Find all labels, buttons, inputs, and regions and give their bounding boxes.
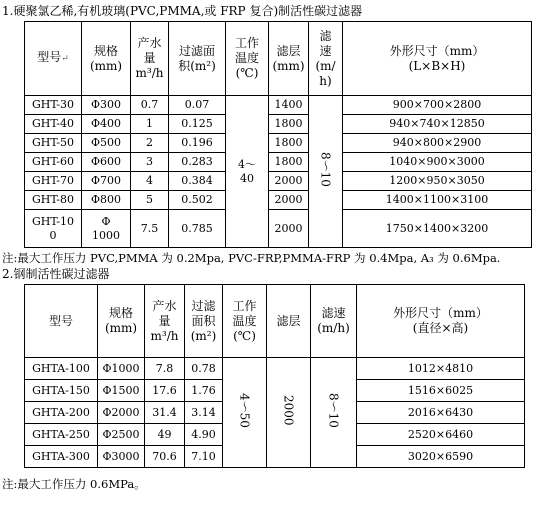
table-row <box>25 191 532 210</box>
header-temp: 工作 温度 (℃) <box>223 285 267 358</box>
cell-flow: 7.5 <box>131 210 169 248</box>
cell-area: 0.502 <box>169 191 226 210</box>
header-dims: 外形尺寸（mm） (L×B×H) <box>343 22 532 96</box>
cell-layer: 1400 <box>269 96 309 115</box>
header-area: 过滤 面积 (m²) <box>185 285 223 358</box>
cell-model: GHT-10 0 <box>25 210 82 248</box>
cell-layer: 2000 <box>269 210 309 248</box>
section-2-heading: 2.钢制活性碳过滤器 <box>2 267 110 281</box>
cell-dims: 1400×1100×3100 <box>343 191 532 210</box>
cell-spec: Φ2500 <box>98 424 145 446</box>
header-temp: 工作 温度 (℃) <box>226 22 269 96</box>
cell-layer: 1800 <box>269 153 309 172</box>
table-row <box>25 210 532 248</box>
table-row <box>25 115 532 134</box>
cell-flow: 4 <box>131 172 169 191</box>
cell-spec: Φ800 <box>82 191 131 210</box>
cell-area: 0.283 <box>169 153 226 172</box>
cell-layer: 2000 <box>269 191 309 210</box>
cell-spec: Φ500 <box>82 134 131 153</box>
cell-flow: 70.6 <box>145 446 185 468</box>
cell-model: GHTA-200 <box>25 402 98 424</box>
table-row <box>25 96 532 115</box>
cell-spec: Φ3000 <box>98 446 145 468</box>
cell-spec: Φ 1000 <box>82 210 131 248</box>
pvc-filter-table <box>24 21 532 248</box>
cell-flow: 2 <box>131 134 169 153</box>
cell-spec: Φ1500 <box>98 380 145 402</box>
cell-spec: Φ1000 <box>98 358 145 380</box>
header-flow: 产水 量 m³/h <box>145 285 185 358</box>
cell-flow: 31.4 <box>145 402 185 424</box>
table-row <box>25 134 532 153</box>
cell-dims: 940×740×12850 <box>343 115 532 134</box>
cell-layer: 2000 <box>269 172 309 191</box>
cell-layer-merged: 2000 <box>267 358 311 468</box>
cell-model: GHT-60 <box>25 153 82 172</box>
table-header-row <box>25 285 525 358</box>
cell-model: GHT-70 <box>25 172 82 191</box>
cell-area: 0.78 <box>185 358 223 380</box>
cell-layer: 1800 <box>269 134 309 153</box>
cell-dims: 2016×6430 <box>357 402 525 424</box>
cell-model: GHTA-250 <box>25 424 98 446</box>
section-1-heading: 1.硬聚氯乙稀,有机玻璃(PVC,PMMA,或 FRP 复合)制活性碳过滤器 <box>2 4 363 18</box>
cell-dims: 1040×900×3000 <box>343 153 532 172</box>
cell-speed-merged: 8～10 <box>311 358 357 468</box>
cell-spec: Φ700 <box>82 172 131 191</box>
cell-spec: Φ400 <box>82 115 131 134</box>
cell-model: GHTA-150 <box>25 380 98 402</box>
header-model: 型号 <box>25 285 98 358</box>
cell-dims: 940×800×2900 <box>343 134 532 153</box>
header-speed: 滤速 (m/h) <box>311 285 357 358</box>
cell-flow: 17.6 <box>145 380 185 402</box>
cell-dims: 1012×4810 <box>357 358 525 380</box>
cell-dims: 900×700×2800 <box>343 96 532 115</box>
cell-dims: 2520×6460 <box>357 424 525 446</box>
cell-model: GHTA-300 <box>25 446 98 468</box>
cell-model: GHT-50 <box>25 134 82 153</box>
section-2-note: 注:最大工作压力 0.6MPa。 <box>2 477 146 491</box>
table-row <box>25 172 532 191</box>
cell-model: GHT-30 <box>25 96 82 115</box>
cell-dims: 3020×6590 <box>357 446 525 468</box>
header-flow: 产水 量 m³/h <box>131 22 169 96</box>
cell-model: GHT-80 <box>25 191 82 210</box>
header-spec: 规格 (mm) <box>98 285 145 358</box>
table-row <box>25 358 525 380</box>
cell-area: 0.785 <box>169 210 226 248</box>
cell-area: 1.76 <box>185 380 223 402</box>
cell-flow: 3 <box>131 153 169 172</box>
cell-dims: 1200×950×3050 <box>343 172 532 191</box>
table-header-row <box>25 22 532 96</box>
cell-model: GHT-40 <box>25 115 82 134</box>
cell-layer: 1800 <box>269 115 309 134</box>
cell-flow: 7.8 <box>145 358 185 380</box>
cell-area: 0.196 <box>169 134 226 153</box>
cell-dims: 1516×6025 <box>357 380 525 402</box>
section-1-note: 注:最大工作压力 PVC,PMMA 为 0.2Mpa, PVC-FRP,PMMA-FRP 为 0.4Mpa, A₃ 为 0.6Mpa. <box>2 251 501 265</box>
table-row <box>25 153 532 172</box>
cell-flow: 1 <box>131 115 169 134</box>
cell-area: 7.10 <box>185 446 223 468</box>
cell-flow: 49 <box>145 424 185 446</box>
cell-area: 4.90 <box>185 424 223 446</box>
cell-spec: Φ600 <box>82 153 131 172</box>
cell-spec: Φ300 <box>82 96 131 115</box>
header-spec: 规格 (mm) <box>82 22 131 96</box>
header-area: 过滤面 积(m²) <box>169 22 226 96</box>
header-layer: 滤层 <box>267 285 311 358</box>
header-model: 型号↵ <box>25 22 82 96</box>
cell-area: 0.384 <box>169 172 226 191</box>
cell-flow: 0.7 <box>131 96 169 115</box>
header-speed: 滤 速 (m/ h) <box>309 22 343 96</box>
cell-flow: 5 <box>131 191 169 210</box>
cell-area: 3.14 <box>185 402 223 424</box>
cell-dims: 1750×1400×3200 <box>343 210 532 248</box>
steel-filter-table <box>24 284 525 468</box>
cell-area: 0.07 <box>169 96 226 115</box>
cell-spec: Φ2000 <box>98 402 145 424</box>
cell-area: 0.125 <box>169 115 226 134</box>
cell-temp-merged: 4～50 <box>223 358 267 468</box>
header-layer: 滤层 (mm) <box>269 22 309 96</box>
cell-temp-merged: 4～ 40 <box>226 96 269 248</box>
header-dims: 外形尺寸（mm） (直径×高) <box>357 285 525 358</box>
cell-speed-merged: 8～10 <box>309 96 343 248</box>
cell-model: GHTA-100 <box>25 358 98 380</box>
